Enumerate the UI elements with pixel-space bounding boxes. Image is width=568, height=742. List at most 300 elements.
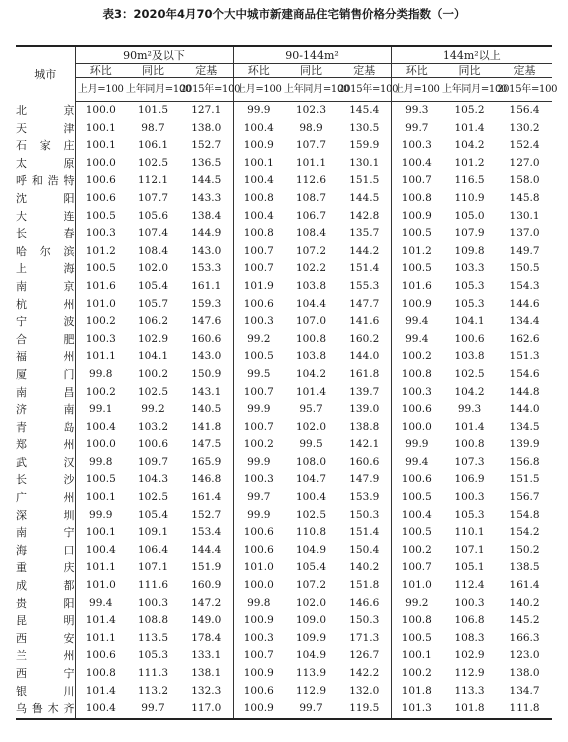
index-value: 105.7 [137, 297, 169, 310]
group-header-small: 90m²及以下 [75, 46, 233, 64]
index-value: 100.6 [137, 438, 169, 451]
index-value: 106.7 [296, 209, 327, 222]
index-value: 138.5 [509, 561, 540, 574]
table-row [16, 190, 552, 208]
index-value: 105.4 [137, 508, 169, 521]
index-value: 141.8 [191, 420, 222, 433]
index-value: 144.0 [509, 403, 540, 416]
table-row [16, 559, 552, 577]
city-name: 广州 [16, 491, 75, 505]
index-value: 138.8 [349, 420, 380, 433]
index-value: 162.6 [509, 332, 540, 345]
city-name: 郑州 [16, 438, 75, 452]
index-value: 151.5 [509, 473, 540, 486]
index-value: 105.2 [454, 104, 485, 116]
table-row [16, 507, 552, 525]
index-value: 100.1 [75, 489, 126, 507]
base-note-yoy: 上年同月=100 [442, 78, 497, 102]
index-value: 154.6 [509, 367, 540, 380]
index-value: 107.4 [137, 227, 169, 240]
index-value: 150.5 [509, 262, 540, 275]
index-value: 146.8 [191, 473, 222, 486]
index-value: 151.5 [349, 174, 380, 187]
index-value: 144.5 [191, 174, 222, 187]
index-value: 144.6 [509, 297, 540, 310]
index-value: 107.2 [296, 579, 327, 592]
index-value: 112.9 [454, 667, 485, 679]
index-value: 108.4 [296, 227, 327, 240]
city-name: 长春 [16, 227, 75, 241]
index-value: 105.3 [137, 649, 169, 662]
city-name: 武汉 [16, 455, 75, 469]
index-value: 161.8 [349, 367, 380, 380]
table-title: 表3：2020年4月70个大中城市新建商品住宅销售价格分类指数（一） [102, 7, 466, 21]
table-row [16, 172, 552, 190]
index-value: 100.2 [233, 436, 284, 454]
city-name: 长沙 [16, 473, 75, 487]
index-value: 113.9 [296, 667, 327, 679]
index-value: 100.7 [233, 419, 284, 437]
index-value: 100.8 [296, 332, 327, 345]
index-value: 134.7 [509, 684, 540, 697]
index-value: 101.0 [75, 577, 126, 595]
index-value: 156.8 [509, 455, 540, 468]
index-value: 119.5 [338, 700, 391, 719]
index-value: 151.3 [509, 350, 540, 363]
index-value: 100.9 [391, 296, 442, 314]
index-value: 141.6 [349, 315, 380, 328]
index-value: 104.2 [454, 385, 485, 398]
index-value: 160.2 [349, 332, 380, 345]
city-name: 上海 [16, 262, 75, 276]
index-value: 100.0 [391, 419, 442, 437]
subheader-yoy: 同比 [126, 64, 180, 78]
index-value: 102.3 [296, 104, 327, 116]
city-name: 石家庄 [16, 139, 75, 153]
index-value: 99.3 [457, 403, 482, 416]
index-value: 104.2 [296, 367, 327, 380]
city-name: 重庆 [16, 561, 75, 575]
table-row [16, 489, 552, 507]
index-value: 147.7 [349, 297, 380, 310]
index-value: 100.8 [454, 438, 485, 451]
base-note-base: 2015年=100 [338, 78, 391, 102]
index-value: 99.4 [391, 313, 442, 331]
index-value: 110.1 [454, 526, 485, 539]
index-value: 101.4 [454, 121, 485, 134]
index-value: 142.2 [349, 667, 380, 679]
index-value: 99.8 [75, 366, 126, 384]
index-value: 100.9 [391, 208, 442, 226]
city-name: 海口 [16, 543, 75, 557]
index-value: 151.4 [349, 526, 380, 539]
index-value: 138.0 [509, 667, 540, 679]
table-row [16, 331, 552, 349]
index-value: 100.4 [391, 155, 442, 173]
table-row [16, 700, 552, 719]
index-value: 144.0 [349, 350, 380, 363]
index-value: 101.4 [296, 385, 327, 398]
index-value: 112.4 [454, 579, 485, 592]
index-value: 138.4 [191, 209, 222, 222]
index-value: 127.1 [191, 104, 222, 116]
city-name: 沈阳 [16, 191, 75, 205]
city-name: 呼和浩特 [16, 174, 75, 188]
index-value: 99.2 [233, 331, 284, 349]
index-value: 99.9 [233, 102, 284, 120]
index-value: 100.3 [391, 384, 442, 402]
index-value: 106.1 [137, 139, 169, 152]
table-row [16, 647, 552, 665]
index-value: 130.5 [349, 121, 380, 134]
index-value: 100.4 [296, 491, 327, 504]
index-value: 117.0 [180, 700, 233, 719]
index-value: 102.5 [454, 367, 485, 380]
index-value: 152.7 [191, 139, 222, 152]
index-value: 160.9 [191, 579, 222, 592]
index-value: 100.7 [233, 260, 284, 278]
city-name: 青岛 [16, 420, 75, 434]
subheader-row [16, 64, 552, 78]
index-value: 100.5 [75, 471, 126, 489]
table-row [16, 401, 552, 419]
index-value: 100.8 [233, 225, 284, 243]
table-row [16, 137, 552, 155]
city-name: 银川 [16, 684, 75, 698]
index-value: 105.1 [454, 561, 485, 574]
index-value: 109.1 [137, 526, 169, 539]
index-value: 104.2 [454, 139, 485, 152]
table-row [16, 630, 552, 648]
index-value: 134.4 [509, 315, 540, 328]
index-value: 104.9 [296, 543, 327, 556]
index-value: 100.0 [233, 577, 284, 595]
index-value: 146.6 [349, 596, 380, 609]
index-value: 178.4 [191, 631, 222, 644]
index-value: 99.4 [391, 331, 442, 349]
index-value: 147.9 [349, 473, 380, 486]
index-value: 110.9 [454, 191, 485, 204]
index-value: 100.2 [137, 367, 169, 380]
index-value: 99.7 [126, 700, 180, 719]
index-value: 136.5 [191, 156, 222, 169]
index-value: 100.1 [75, 137, 126, 155]
table-row [16, 120, 552, 138]
index-value: 102.2 [296, 262, 327, 275]
index-value: 100.6 [233, 296, 284, 314]
city-name: 大连 [16, 209, 75, 223]
index-value: 99.7 [233, 489, 284, 507]
index-value: 139.7 [349, 385, 380, 398]
index-value: 160.6 [349, 455, 380, 468]
index-value: 101.3 [391, 700, 442, 719]
price-index-table [16, 45, 558, 720]
index-value: 110.8 [296, 526, 327, 539]
index-value: 106.2 [137, 315, 169, 328]
index-value: 102.9 [137, 332, 169, 345]
index-value: 103.2 [137, 420, 169, 433]
index-value: 102.5 [137, 385, 169, 398]
index-value: 113.5 [137, 631, 169, 644]
index-value: 150.3 [349, 614, 380, 627]
index-value: 105.4 [296, 561, 327, 574]
index-value: 102.0 [296, 420, 327, 433]
subheader-base: 定基 [338, 64, 391, 78]
subheader-base: 定基 [180, 64, 233, 78]
index-value: 99.5 [233, 366, 284, 384]
index-value: 161.1 [191, 279, 222, 292]
index-value: 100.4 [75, 419, 126, 437]
index-value: 143.0 [191, 350, 222, 363]
index-value: 100.0 [75, 102, 126, 120]
index-value: 98.9 [299, 121, 323, 134]
index-value: 101.0 [75, 296, 126, 314]
index-value: 100.6 [75, 172, 126, 190]
index-value: 105.3 [454, 508, 485, 521]
index-value: 101.4 [75, 683, 126, 701]
index-value: 102.0 [296, 596, 327, 609]
index-value: 135.7 [349, 227, 380, 240]
index-value: 107.7 [296, 139, 327, 152]
index-value: 101.5 [137, 104, 169, 116]
index-value: 103.8 [454, 350, 485, 363]
city-name: 哈尔滨 [16, 244, 75, 258]
table-body [16, 102, 552, 719]
index-value: 100.4 [233, 172, 284, 190]
index-value: 100.7 [233, 384, 284, 402]
index-value: 99.3 [391, 102, 442, 120]
subheader-mom: 环比 [233, 64, 284, 78]
index-value: 143.0 [191, 244, 222, 257]
index-value: 101.0 [391, 577, 442, 595]
index-value: 134.5 [509, 420, 540, 433]
index-value: 156.7 [509, 491, 540, 504]
index-value: 161.4 [191, 491, 222, 504]
index-value: 101.1 [75, 630, 126, 648]
index-value: 100.6 [233, 683, 284, 701]
index-value: 103.8 [296, 350, 327, 363]
index-value: 100.8 [391, 366, 442, 384]
index-value: 109.9 [296, 631, 327, 644]
index-value: 139.9 [509, 438, 540, 451]
city-name: 杭州 [16, 297, 75, 311]
index-value: 101.6 [75, 278, 126, 296]
table-row [16, 419, 552, 437]
index-value: 133.1 [191, 649, 222, 662]
city-name: 合肥 [16, 332, 75, 346]
table-row [16, 595, 552, 613]
base-note-mom: 上月=100 [391, 78, 442, 102]
index-value: 100.8 [75, 665, 126, 683]
index-value: 95.7 [299, 403, 323, 416]
index-value: 100.7 [391, 559, 442, 577]
index-value: 100.9 [233, 137, 284, 155]
index-value: 101.4 [75, 612, 126, 630]
index-value: 144.8 [509, 385, 540, 398]
index-value: 102.5 [137, 156, 169, 169]
index-value: 143.1 [191, 385, 222, 398]
index-value: 147.2 [191, 596, 222, 609]
index-value: 147.6 [191, 315, 222, 328]
index-value: 113.3 [454, 684, 485, 697]
index-value: 101.2 [391, 243, 442, 261]
index-value: 100.3 [75, 331, 126, 349]
index-value: 99.5 [299, 438, 323, 451]
index-value: 132.0 [349, 684, 380, 697]
index-value: 100.4 [233, 208, 284, 226]
index-value: 100.6 [454, 332, 485, 345]
index-value: 105.4 [137, 279, 169, 292]
index-value: 101.0 [233, 559, 284, 577]
index-value: 107.2 [296, 244, 327, 257]
city-name: 南昌 [16, 385, 75, 399]
city-name: 昆明 [16, 614, 75, 628]
city-name: 宁波 [16, 315, 75, 329]
index-value: 100.6 [391, 471, 442, 489]
index-value: 102.9 [454, 649, 485, 662]
city-name: 成都 [16, 579, 75, 593]
index-value: 100.8 [391, 612, 442, 630]
index-value: 109.8 [454, 244, 485, 257]
index-value: 150.3 [349, 508, 380, 521]
index-value: 100.3 [233, 313, 284, 331]
table-row [16, 577, 552, 595]
city-name: 天津 [16, 121, 75, 135]
index-value: 99.9 [391, 436, 442, 454]
index-value: 107.1 [137, 561, 169, 574]
index-value: 140.5 [191, 403, 222, 416]
index-value: 150.2 [509, 543, 540, 556]
table-row [16, 348, 552, 366]
city-name: 北京 [16, 103, 75, 117]
index-value: 100.8 [233, 190, 284, 208]
index-value: 111.6 [137, 579, 169, 592]
table-row [16, 313, 552, 331]
index-value: 100.3 [75, 225, 126, 243]
index-value: 100.3 [137, 596, 169, 609]
index-value: 107.1 [454, 543, 485, 556]
index-value: 101.4 [454, 420, 485, 433]
index-value: 100.3 [454, 596, 485, 609]
city-name: 南宁 [16, 526, 75, 540]
index-value: 99.1 [75, 401, 126, 419]
index-value: 144.9 [191, 227, 222, 240]
index-value: 144.5 [349, 191, 380, 204]
index-value: 103.3 [454, 262, 485, 275]
subheader-base: 定基 [497, 64, 552, 78]
index-value: 126.7 [349, 649, 380, 662]
index-value: 137.0 [509, 227, 540, 240]
index-value: 101.1 [75, 348, 126, 366]
index-value: 100.2 [391, 542, 442, 560]
table-row [16, 454, 552, 472]
index-value: 150.4 [349, 543, 380, 556]
index-value: 100.3 [454, 491, 485, 504]
index-value: 150.9 [191, 367, 222, 380]
index-value: 101.8 [442, 700, 497, 719]
index-value: 160.6 [191, 332, 222, 345]
index-value: 105.3 [454, 297, 485, 310]
index-value: 153.4 [191, 526, 222, 539]
city-name: 厦门 [16, 367, 75, 381]
index-value: 153.9 [349, 491, 380, 504]
city-name: 济南 [16, 403, 75, 417]
index-value: 100.5 [391, 524, 442, 542]
index-value: 100.7 [233, 243, 284, 261]
index-value: 101.2 [454, 156, 485, 169]
index-value: 100.8 [391, 190, 442, 208]
index-value: 100.5 [391, 260, 442, 278]
index-value: 100.5 [391, 489, 442, 507]
index-value: 108.3 [454, 631, 485, 644]
table-row [16, 542, 552, 560]
index-value: 100.6 [75, 647, 126, 665]
index-value: 127.0 [509, 156, 540, 169]
table-row [16, 260, 552, 278]
index-value: 98.7 [141, 121, 165, 134]
index-value: 144.4 [191, 543, 222, 556]
index-value: 151.9 [191, 561, 222, 574]
index-value: 100.2 [391, 348, 442, 366]
index-value: 112.9 [296, 684, 327, 697]
index-value: 165.9 [191, 455, 222, 468]
index-value: 106.4 [137, 543, 169, 556]
index-value: 145.4 [349, 104, 380, 116]
index-value: 102.5 [137, 491, 169, 504]
index-value: 123.0 [509, 649, 540, 662]
city-name: 兰州 [16, 649, 75, 663]
index-value: 100.1 [391, 647, 442, 665]
index-value: 100.9 [233, 665, 284, 683]
index-value: 109.0 [296, 614, 327, 627]
index-value: 107.3 [454, 455, 485, 468]
index-value: 104.1 [137, 350, 169, 363]
table-row [16, 155, 552, 173]
table-row [16, 612, 552, 630]
city-column-header: 城市 [16, 46, 75, 102]
index-value: 100.1 [75, 524, 126, 542]
city-name: 太原 [16, 156, 75, 170]
index-value: 140.2 [509, 596, 540, 609]
index-value: 100.6 [391, 401, 442, 419]
subheader-yoy: 同比 [284, 64, 338, 78]
index-value: 100.6 [233, 524, 284, 542]
index-value: 140.2 [349, 561, 380, 574]
index-value: 100.4 [233, 120, 284, 138]
subheader-mom: 环比 [75, 64, 126, 78]
index-value: 159.3 [191, 297, 222, 310]
index-value: 99.4 [75, 595, 126, 613]
index-value: 107.9 [454, 227, 485, 240]
index-value: 99.7 [391, 120, 442, 138]
table-row [16, 243, 552, 261]
index-value: 159.9 [349, 139, 380, 152]
index-value: 100.9 [233, 612, 284, 630]
index-value: 101.6 [391, 278, 442, 296]
table-row [16, 471, 552, 489]
index-value: 100.6 [75, 190, 126, 208]
index-value: 100.0 [75, 436, 126, 454]
index-value: 100.5 [391, 630, 442, 648]
index-value: 171.3 [349, 631, 380, 644]
index-value: 108.7 [296, 191, 327, 204]
index-value: 149.7 [509, 244, 540, 257]
index-value: 104.1 [454, 315, 485, 328]
index-value: 100.2 [75, 313, 126, 331]
index-value: 106.9 [454, 473, 485, 486]
index-value: 99.9 [233, 401, 284, 419]
index-value: 102.0 [137, 262, 169, 275]
